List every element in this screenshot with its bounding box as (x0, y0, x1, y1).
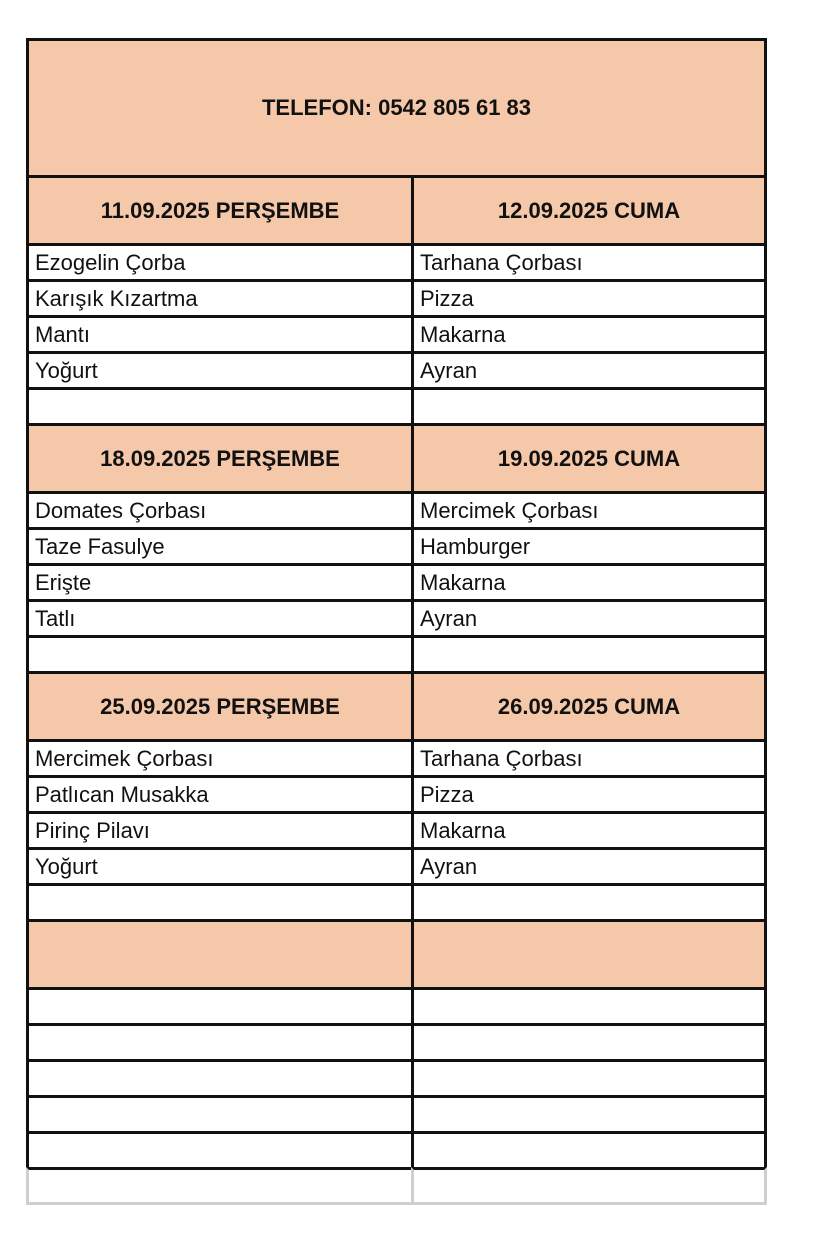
day-header-row (26, 423, 767, 491)
menu-item-right (411, 1095, 767, 1131)
menu-item-left: Pirinç Pilavı (26, 811, 411, 847)
menu-row (26, 491, 767, 527)
menu-row (26, 1059, 767, 1095)
menu-row (26, 635, 767, 671)
day-header-row (26, 175, 767, 243)
menu-item-right (411, 1131, 767, 1167)
trailing-cell-left (26, 1167, 411, 1205)
phone-title: TELEFON: 0542 805 61 83 (26, 38, 767, 175)
menu-item-left: Yoğurt (26, 847, 411, 883)
menu-row (26, 739, 767, 775)
menu-item-left: Domates Çorbası (26, 491, 411, 527)
trailing-cell-right (411, 1167, 767, 1205)
menu-row (26, 599, 767, 635)
menu-item-left: Taze Fasulye (26, 527, 411, 563)
menu-item-right: Ayran (411, 351, 767, 387)
menu-row (26, 351, 767, 387)
menu-item-left: Patlıcan Musakka (26, 775, 411, 811)
menu-row (26, 315, 767, 351)
menu-item-right: Pizza (411, 775, 767, 811)
menu-row (26, 527, 767, 563)
menu-item-left (26, 1059, 411, 1095)
menu-row (26, 847, 767, 883)
menu-row (26, 1023, 767, 1059)
menu-item-left (26, 883, 411, 919)
day-header-left: 25.09.2025 PERŞEMBE (26, 671, 411, 739)
menu-sheet (26, 38, 767, 1205)
menu-item-left (26, 987, 411, 1023)
menu-item-right (411, 883, 767, 919)
menu-item-right (411, 987, 767, 1023)
day-header-right: 26.09.2025 CUMA (411, 671, 767, 739)
menu-row (26, 563, 767, 599)
menu-row (26, 811, 767, 847)
menu-row (26, 987, 767, 1023)
day-header-right (411, 919, 767, 987)
menu-item-right: Makarna (411, 563, 767, 599)
day-header-left (26, 919, 411, 987)
menu-item-right: Mercimek Çorbası (411, 491, 767, 527)
menu-item-right: Pizza (411, 279, 767, 315)
menu-item-left: Mantı (26, 315, 411, 351)
menu-row (26, 1095, 767, 1131)
menu-item-right (411, 387, 767, 423)
menu-item-right (411, 1023, 767, 1059)
menu-item-right (411, 1059, 767, 1095)
menu-item-left: Erişte (26, 563, 411, 599)
menu-item-right: Makarna (411, 811, 767, 847)
day-header-right: 12.09.2025 CUMA (411, 175, 767, 243)
menu-item-left: Yoğurt (26, 351, 411, 387)
menu-item-left (26, 387, 411, 423)
day-header-row (26, 671, 767, 739)
menu-row (26, 1131, 767, 1167)
trailing-empty-row (26, 1167, 767, 1205)
menu-item-right: Hamburger (411, 527, 767, 563)
menu-item-right: Tarhana Çorbası (411, 243, 767, 279)
menu-item-right (411, 635, 767, 671)
menu-item-left: Karışık Kızartma (26, 279, 411, 315)
menu-row (26, 775, 767, 811)
menu-row (26, 279, 767, 315)
day-header-left: 18.09.2025 PERŞEMBE (26, 423, 411, 491)
menu-item-left (26, 1023, 411, 1059)
menu-item-left (26, 635, 411, 671)
menu-row (26, 243, 767, 279)
menu-item-left (26, 1131, 411, 1167)
menu-item-left: Ezogelin Çorba (26, 243, 411, 279)
day-header-right: 19.09.2025 CUMA (411, 423, 767, 491)
menu-item-left (26, 1095, 411, 1131)
day-header-left: 11.09.2025 PERŞEMBE (26, 175, 411, 243)
menu-item-right: Ayran (411, 847, 767, 883)
menu-item-right: Ayran (411, 599, 767, 635)
menu-item-left: Mercimek Çorbası (26, 739, 411, 775)
menu-item-right: Makarna (411, 315, 767, 351)
menu-row (26, 387, 767, 423)
menu-item-right: Tarhana Çorbası (411, 739, 767, 775)
menu-item-left: Tatlı (26, 599, 411, 635)
menu-row (26, 883, 767, 919)
day-header-row (26, 919, 767, 987)
